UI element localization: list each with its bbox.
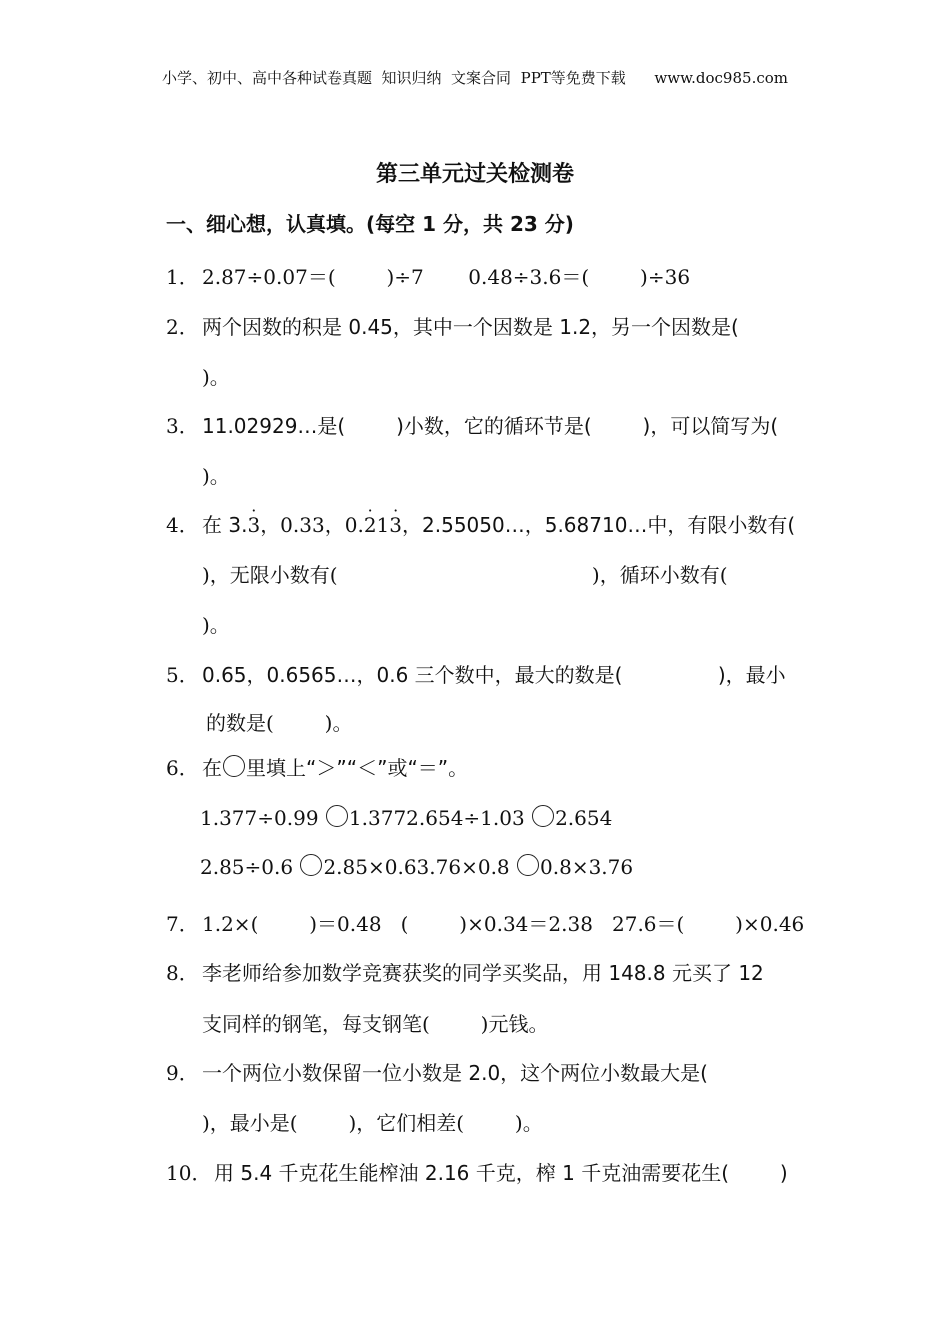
question-3-cont: )。 bbox=[202, 464, 230, 488]
question-4: 4． 在 3.3 ·，0.33，0.2 ·13 ·，2.55050…，5.68710…中，有限小数有( bbox=[166, 513, 795, 537]
question-3: 3． 11.02929…是( )小数，它的循环节是( )，可以简写为( bbox=[166, 414, 779, 438]
section-heading: 一、细心想，认真填。(每空 1 分，共 23 分) bbox=[166, 212, 574, 236]
question-2-cont: )。 bbox=[202, 365, 230, 389]
circle-blank bbox=[532, 805, 554, 827]
circle-blank bbox=[300, 854, 322, 876]
question-10: 10． 用 5.4 千克花生能榨油 2.16 千克，榨 1 千克油需要花生( ) bbox=[166, 1161, 788, 1185]
question-5: 5． 0.65，0.6565…，0.6 三个数中，最大的数是( )，最小 bbox=[166, 663, 786, 687]
question-9-cont: )，最小是( )，它们相差( )。 bbox=[202, 1111, 543, 1135]
question-7: 7． 1.2×( )＝0.48 ( )×0.34＝2.38 27.6＝( )×0.46 bbox=[166, 912, 805, 936]
circle-blank bbox=[517, 854, 539, 876]
page-title: 第三单元过关检测卷 bbox=[375, 162, 574, 187]
question-6-row1: 1.377÷0.99 1.3772.654÷1.03 2.654 bbox=[200, 806, 613, 830]
question-2: 2． 两个因数的积是 0.45，其中一个因数是 1.2，另一个因数是( bbox=[166, 315, 739, 339]
question-8: 8． 李老师给参加数学竞赛获奖的同学买奖品，用 148.8 元买了 12 bbox=[166, 961, 764, 985]
question-4-cont: )，无限小数有( )，循环小数有( bbox=[202, 563, 728, 587]
question-4-cont2: )。 bbox=[202, 613, 230, 637]
question-5-cont: 的数是( )。 bbox=[206, 711, 353, 735]
circle-blank bbox=[223, 755, 245, 777]
question-6-row2: 2.85÷0.6 2.85×0.63.76×0.8 0.8×3.76 bbox=[200, 855, 634, 879]
circle-blank bbox=[326, 805, 348, 827]
question-9: 9． 一个两位小数保留一位小数是 2.0，这个两位小数最大是( bbox=[166, 1061, 708, 1085]
question-1: 1． 2.87÷0.07＝( )÷7 0.48÷3.6＝( )÷36 bbox=[166, 265, 691, 289]
question-6: 6． 在 里填上“＞”“＜”或“＝”。 bbox=[166, 756, 469, 780]
page-header: 小学、初中、高中各种试卷真题 知识归纳 文案合同 PPT等免费下载 www.doc985.com bbox=[161, 69, 788, 87]
question-8-cont: 支同样的钢笔，每支钢笔( )元钱。 bbox=[202, 1012, 549, 1036]
